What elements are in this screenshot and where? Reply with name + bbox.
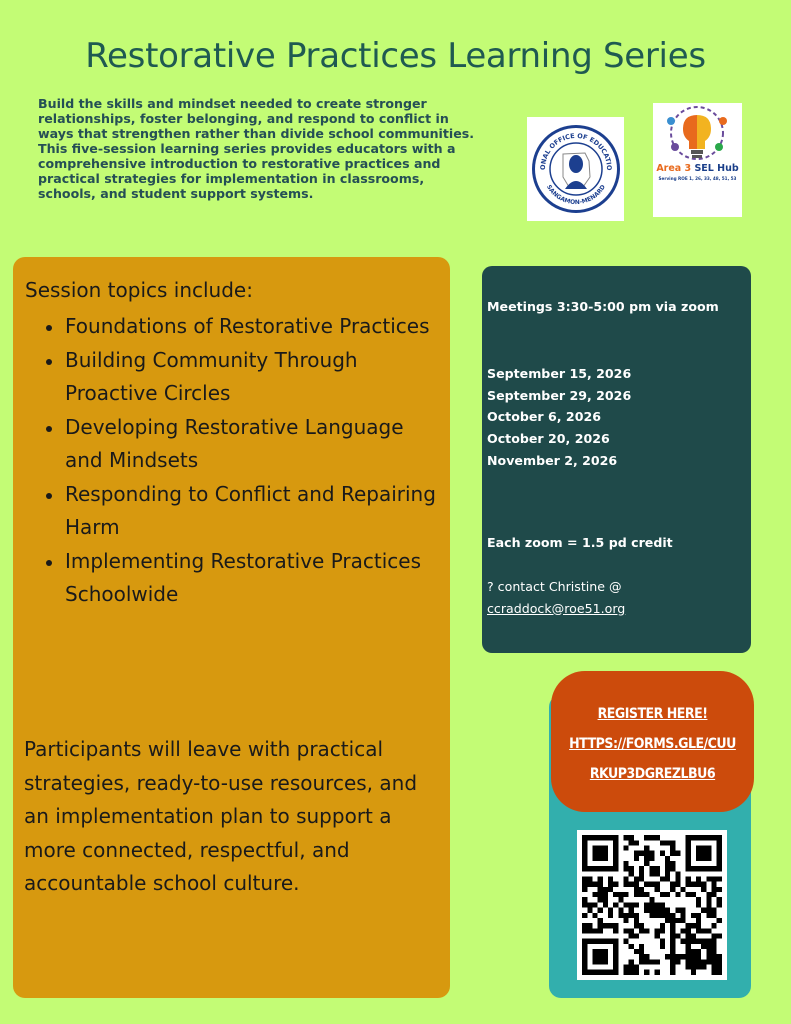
topics-list <box>25 310 445 612</box>
topic-item: Responding to Conflict and Repairing Harm <box>25 478 445 545</box>
date-item: November 2, 2026 <box>487 452 618 468</box>
roe-seal-logo <box>527 117 624 221</box>
register-link[interactable] <box>551 699 754 789</box>
topic-item: Implementing Restorative Practices Schoolwide <box>25 545 445 612</box>
intro-paragraph: Build the skills and mindset needed to create stronger relationships, foster belonging, and respond to conflict in ways that strengthen rather than divide school communities. This five-session learning series provides educators with a comprehensive introduction to restorative practices and practical strategies for implementation in classrooms, schools, and student support systems. <box>38 96 475 201</box>
schedule-panel <box>482 266 751 653</box>
page-title: Restorative Practices Learning Series <box>85 36 706 76</box>
sel-hub-logo <box>653 103 742 217</box>
seal-bottom-text: SANGAMON-MENARD <box>545 183 607 207</box>
sel-hub-subtitle: Serving ROE 1, 26, 33, 48, 51, 53 <box>658 176 737 181</box>
sel-hub-title <box>653 163 742 174</box>
register-url-line: RKUP3DGREZLBU6 <box>589 766 716 782</box>
qr-code-icon <box>577 830 727 980</box>
qr-code[interactable] <box>577 830 727 980</box>
register-button[interactable] <box>551 671 754 812</box>
topic-item: Foundations of Restorative Practices <box>25 310 445 344</box>
topic-item: Developing Restorative Language and Mindsets <box>25 411 445 478</box>
seal-top-text: ONAL OFFICE OF EDUCATIO <box>538 131 614 171</box>
topic-item: Building Community Through Proactive Circles <box>25 344 445 411</box>
sel-hub-name: SEL Hub <box>694 163 739 174</box>
outcome-paragraph: Participants will leave with practical strategies, ready-to-use resources, and an implementation plan to support a more connected, respectful, and accountable school culture. <box>24 737 418 895</box>
register-line: REGISTER HERE! <box>597 706 708 722</box>
dates-list <box>487 363 631 472</box>
date-item: October 20, 2026 <box>487 431 610 447</box>
contact-info <box>487 576 625 619</box>
sel-hub-area: Area 3 <box>656 163 692 174</box>
register-url-line: HTTPS://FORMS.GLE/CUU <box>569 736 736 752</box>
date-item: October 6, 2026 <box>487 409 601 425</box>
contact-email-link[interactable]: ccraddock@roe51.org <box>487 600 626 616</box>
topics-heading: Session topics include: <box>25 278 253 302</box>
credit-info: Each zoom = 1.5 pd credit <box>487 535 673 550</box>
contact-prefix: ? contact Christine @ <box>487 579 622 594</box>
date-item: September 15, 2026 <box>487 366 632 381</box>
regional-office-seal-icon <box>527 117 624 221</box>
meetings-info: Meetings 3:30-5:00 pm via zoom <box>487 299 719 314</box>
brain-lightbulb-icon <box>653 103 742 163</box>
date-item: September 29, 2026 <box>487 387 632 403</box>
